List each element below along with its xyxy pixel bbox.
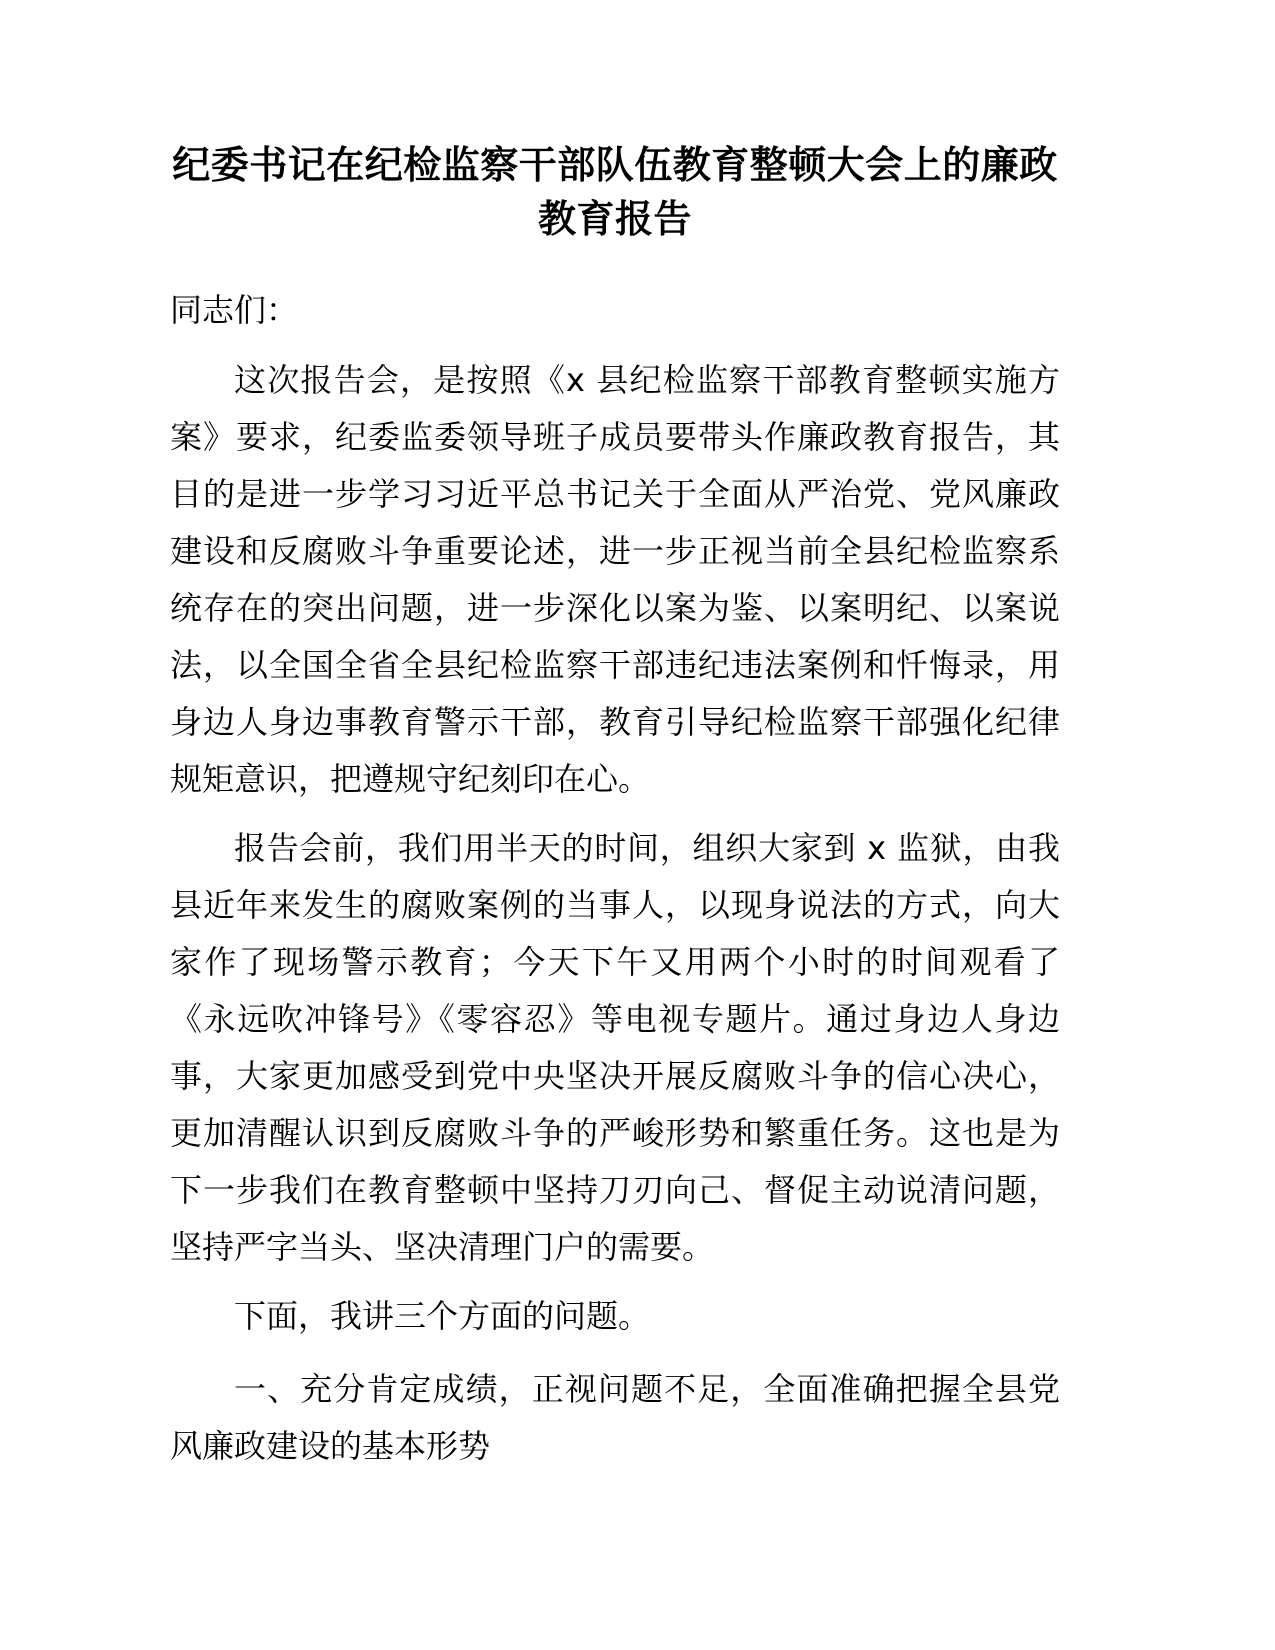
page-title: 纪委书记在纪检监察干部队伍教育整顿大会上的廉政教育报告 [172, 143, 1058, 241]
body-paragraph-3: 下面，我讲三个方面的问题。 [234, 1297, 651, 1335]
section-heading-1: 一、充分肯定成绩，正视问题不足，全面准确把握全县党风廉政建设的基本形势 [170, 1370, 1060, 1465]
salutation: 同志们： [170, 291, 299, 329]
body-paragraph-1: 这次报告会，是按照《x 县纪检监察干部教育整顿实施方案》要求，纪委监委领导班子成员要带头作廉政教育报告，其目的是进一步学习习近平总书记关于全面从严治党、党风廉政建设和反腐败斗争重要论述，进一步正视当前全县纪检监察系统存在的突出问题，进一步深化以案为鉴、以案明纪、以案说法，以全国全省全县纪检监察干部违纪违法案例和忏悔录，用身边人身边事教育警示干部，教育引导纪检监察干部强化纪律规矩意识，把遵规守纪刻印在心。 [170, 361, 1060, 798]
body-paragraph-2: 报告会前，我们用半天的时间，组织大家到 x 监狱，由我县近年来发生的腐败案例的当事人，以现身说法的方式，向大家作了现场警示教育；今天下午又用两个小时的时间观看了《永远吹冲锋号》《零容忍》等电视专题片。通过身边人身边事，大家更加感受到党中央坚决开展反腐败斗争的信心决心，更加清醒认识到反腐败斗争的严峻形势和繁重任务。这也是为下一步我们在教育整顿中坚持刀刃向己、督促主动说清问题，坚持严字当头、坚决清理门户的需要。 [170, 829, 1060, 1266]
document-body [170, 0, 1060, 1475]
